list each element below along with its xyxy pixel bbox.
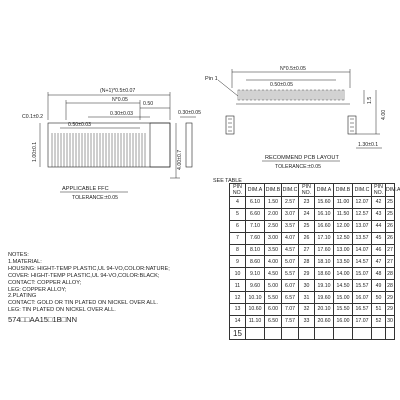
table-cell: 44 bbox=[372, 220, 386, 232]
table-row bbox=[230, 304, 395, 316]
table-cell: 5.50 bbox=[265, 292, 282, 304]
table-cell: 9.60 bbox=[246, 280, 265, 292]
table-cell: 3.00 bbox=[265, 232, 282, 244]
table-cell: 2.57 bbox=[282, 197, 299, 209]
table-cell: 12.57 bbox=[353, 208, 372, 220]
table-row bbox=[230, 220, 395, 232]
table-row bbox=[230, 327, 395, 339]
ffc-dim-left: 1.00±0.1 bbox=[32, 141, 38, 162]
pcb-tolerance: TOLERANCE:±0.05 bbox=[275, 164, 321, 170]
table-cell: 15.07 bbox=[353, 268, 372, 280]
table-header-cell: DIM.C bbox=[353, 184, 372, 197]
dimension-table bbox=[229, 183, 400, 340]
table-cell: 12.07 bbox=[353, 197, 372, 209]
table-cell: 15.60 bbox=[315, 197, 334, 209]
table-cell: 30 bbox=[299, 280, 315, 292]
table-cell: 6.10 bbox=[246, 197, 265, 209]
table-cell bbox=[246, 327, 265, 339]
table-cell: 16.57 bbox=[353, 304, 372, 316]
table-cell bbox=[299, 327, 315, 339]
table-cell: 32 bbox=[299, 304, 315, 316]
table-cell: 47 bbox=[372, 256, 386, 268]
ffc-dim-right: 4.00±0.7 bbox=[177, 149, 183, 170]
ffc-tolerance: TOLERANCE:±0.05 bbox=[72, 195, 118, 201]
table-cell: 26 bbox=[299, 232, 315, 244]
table-cell: 15.57 bbox=[353, 280, 372, 292]
table-cell: 4 bbox=[230, 197, 246, 209]
table-cell: 10.60 bbox=[246, 304, 265, 316]
ffc-dim-pitch-b: 0.50±0.03 bbox=[68, 122, 92, 128]
table-row bbox=[230, 232, 395, 244]
table-cell: 4.07 bbox=[282, 232, 299, 244]
pcb-mount-pad-left bbox=[226, 116, 234, 134]
table-cell: 5.00 bbox=[265, 280, 282, 292]
table-cell: 16.10 bbox=[315, 208, 334, 220]
note-line: LEG: TIN PLATED ON NICKEL OVER ALL. bbox=[8, 307, 116, 314]
table-cell: 16.60 bbox=[315, 220, 334, 232]
table-cell: 2.50 bbox=[265, 220, 282, 232]
table-cell: 20.60 bbox=[315, 315, 334, 327]
table-header-cell: PIN NO. bbox=[372, 184, 386, 197]
table-cell: 6.00 bbox=[265, 304, 282, 316]
ffc-dim-thickness: 0.30±0.05 bbox=[178, 110, 202, 116]
table-cell: 29 bbox=[386, 304, 395, 316]
notes-block bbox=[8, 252, 208, 324]
table-header-cell: DIM.C bbox=[282, 184, 299, 197]
ffc-dim-pitch-a: 0.30±0.03 bbox=[110, 111, 134, 117]
pcb-dim-right1: 1.5 bbox=[367, 96, 373, 104]
table-cell: 50 bbox=[372, 292, 386, 304]
ffc-dim-050: 0.50 bbox=[143, 101, 154, 107]
table-header-cell: DIM.A bbox=[246, 184, 265, 197]
table-cell: 15.50 bbox=[334, 304, 353, 316]
table-cell bbox=[372, 327, 386, 339]
table-cell: 4.50 bbox=[265, 268, 282, 280]
table-cell: 8.60 bbox=[246, 256, 265, 268]
table-cell: 18.60 bbox=[315, 268, 334, 280]
table-cell: 12 bbox=[230, 292, 246, 304]
table-cell: 27 bbox=[299, 244, 315, 256]
table-cell: 25 bbox=[386, 208, 395, 220]
table-cell: 31 bbox=[299, 292, 315, 304]
table-cell: 23 bbox=[299, 197, 315, 209]
note-line: CONTACT: COPPER ALLOY; bbox=[8, 279, 82, 286]
pcb-dim-top2: 0.50±0.05 bbox=[270, 82, 294, 88]
table-cell: 9 bbox=[230, 256, 246, 268]
table-cell: 10 bbox=[230, 268, 246, 280]
table-cell: 52 bbox=[372, 315, 386, 327]
ffc-dim-chamfer: C0.1±0.2 bbox=[22, 114, 44, 120]
table-cell: 13.57 bbox=[353, 232, 372, 244]
table-header-cell: PIN NO. bbox=[299, 184, 315, 197]
table-cell: 7.57 bbox=[282, 315, 299, 327]
table-header-cell: PIN NO. bbox=[230, 184, 246, 197]
table-cell: 13.50 bbox=[334, 256, 353, 268]
note-line: 1.MATERIAL: bbox=[8, 258, 42, 265]
pcb-pads-top bbox=[238, 90, 344, 100]
ffc-view bbox=[40, 92, 196, 192]
table-caption: SEE TABLE bbox=[213, 178, 242, 184]
table-cell: 16.07 bbox=[353, 292, 372, 304]
pcb-dim-bottom: 1.30±0.1 bbox=[358, 142, 379, 148]
table-cell: 1.50 bbox=[265, 197, 282, 209]
table-cell: 26 bbox=[386, 232, 395, 244]
table-row bbox=[230, 268, 395, 280]
table-cell: 20.10 bbox=[315, 304, 334, 316]
table-cell: 33 bbox=[299, 315, 315, 327]
table-cell: 14.50 bbox=[334, 280, 353, 292]
table-cell: 11.10 bbox=[246, 315, 265, 327]
table-cell: 16.00 bbox=[334, 315, 353, 327]
table-cell: 43 bbox=[372, 208, 386, 220]
table-cell: 6 bbox=[230, 220, 246, 232]
ffc-title: APPLICABLE FFC bbox=[62, 186, 109, 192]
table-header-cell: DIM.B bbox=[334, 184, 353, 197]
table-cell: 8 bbox=[230, 244, 246, 256]
table-cell: 6.07 bbox=[282, 280, 299, 292]
table-row bbox=[230, 315, 395, 327]
table-cell: 14.00 bbox=[334, 268, 353, 280]
table-cell: 9.10 bbox=[246, 268, 265, 280]
table-cell: 3.57 bbox=[282, 220, 299, 232]
table-cell: 30 bbox=[386, 315, 395, 327]
table-cell bbox=[282, 327, 299, 339]
table-cell: 29 bbox=[299, 268, 315, 280]
table-cell: 46 bbox=[372, 244, 386, 256]
table-row bbox=[230, 292, 395, 304]
table-cell: 13.00 bbox=[334, 244, 353, 256]
note-line: 2.PLATING bbox=[8, 293, 37, 300]
table-cell: 14.57 bbox=[353, 256, 372, 268]
table-cell: 11 bbox=[230, 280, 246, 292]
table-cell: 18.10 bbox=[315, 256, 334, 268]
part-code: 574□□AA15□1B□NN bbox=[8, 315, 77, 325]
table-cell: 4.00 bbox=[265, 256, 282, 268]
table-header-cell: DIM.B bbox=[265, 184, 282, 197]
table-cell: 45 bbox=[372, 232, 386, 244]
table-cell: 13 bbox=[230, 304, 246, 316]
table-cell: 48 bbox=[372, 268, 386, 280]
note-line: LEG: COPPER ALLOY; bbox=[8, 286, 67, 293]
pcb-title: RECOMMEND PCB LAYOUT bbox=[265, 155, 339, 161]
table-row bbox=[230, 280, 395, 292]
note-line: HOUSING: HIGHT-TEMP PLASTIC,UL 94-VO,COLOR:NATURE; bbox=[8, 265, 170, 272]
table-cell: 19.60 bbox=[315, 292, 334, 304]
notes-heading: NOTES: bbox=[8, 252, 29, 258]
table-cell bbox=[334, 327, 353, 339]
table-cell: 29 bbox=[386, 292, 395, 304]
table-cell: 7.10 bbox=[246, 220, 265, 232]
table-header-cell: DIM.A bbox=[386, 184, 395, 197]
table-cell: 28 bbox=[299, 256, 315, 268]
table-header-cell: DIM.A bbox=[315, 184, 334, 197]
table-cell: 15 bbox=[230, 327, 246, 339]
table-cell: 6.57 bbox=[282, 292, 299, 304]
table-cell: 51 bbox=[372, 304, 386, 316]
table-cell: 25 bbox=[299, 220, 315, 232]
note-line: COVER: HIGHT-TEMP PLASTIC,UL 94-VO,COLOR:BLACK; bbox=[8, 272, 160, 279]
table-cell: 17.10 bbox=[315, 232, 334, 244]
table-cell: 12.00 bbox=[334, 220, 353, 232]
table-cell: 26 bbox=[386, 220, 395, 232]
table-cell: 17.07 bbox=[353, 315, 372, 327]
table-cell bbox=[386, 327, 395, 339]
table-cell: 5.07 bbox=[282, 256, 299, 268]
table-cell: 27 bbox=[386, 244, 395, 256]
table-cell: 2.00 bbox=[265, 208, 282, 220]
table-cell: 14 bbox=[230, 315, 246, 327]
table-cell: 3.07 bbox=[282, 208, 299, 220]
table-cell: 17.60 bbox=[315, 244, 334, 256]
table-cell bbox=[315, 327, 334, 339]
table-cell: 28 bbox=[386, 280, 395, 292]
table-cell: 24 bbox=[299, 208, 315, 220]
table-cell: 15.00 bbox=[334, 292, 353, 304]
table-cell: 12.50 bbox=[334, 232, 353, 244]
table-cell: 28 bbox=[386, 268, 395, 280]
table-cell: 11.00 bbox=[334, 197, 353, 209]
ffc-dim-n: N*0.05 bbox=[112, 97, 128, 103]
table-row bbox=[230, 256, 395, 268]
ffc-dim-top: (N+1)*0.5±0.07 bbox=[100, 88, 136, 94]
table-cell bbox=[353, 327, 372, 339]
table-row bbox=[230, 208, 395, 220]
pcb-mount-pad-right bbox=[348, 116, 356, 134]
table-cell: 8.10 bbox=[246, 244, 265, 256]
table-cell: 14.07 bbox=[353, 244, 372, 256]
table-cell: 10.10 bbox=[246, 292, 265, 304]
pin1-label: Pin 1 bbox=[205, 76, 218, 82]
pcb-dim-top1: N*0.5±0.05 bbox=[280, 66, 306, 72]
table-cell: 49 bbox=[372, 280, 386, 292]
table-header-row bbox=[230, 184, 395, 197]
table-cell: 42 bbox=[372, 197, 386, 209]
table-row bbox=[230, 244, 395, 256]
table-cell: 25 bbox=[386, 197, 395, 209]
table-cell: 27 bbox=[386, 256, 395, 268]
ffc-contacts bbox=[52, 133, 145, 167]
table-cell: 3.50 bbox=[265, 244, 282, 256]
table-cell bbox=[265, 327, 282, 339]
table-cell: 7.60 bbox=[246, 232, 265, 244]
table-cell: 6.60 bbox=[246, 208, 265, 220]
table-cell: 7 bbox=[230, 232, 246, 244]
table-cell: 6.50 bbox=[265, 315, 282, 327]
table-row bbox=[230, 197, 395, 209]
note-line: CONTACT: GOLD OR TIN PLATED ON NICKEL OVER ALL. bbox=[8, 300, 158, 307]
pcb-dim-right2: 4.00 bbox=[381, 109, 387, 120]
table-cell: 13.07 bbox=[353, 220, 372, 232]
table-cell: 5 bbox=[230, 208, 246, 220]
table-cell: 19.10 bbox=[315, 280, 334, 292]
table-cell: 11.50 bbox=[334, 208, 353, 220]
table-cell: 7.07 bbox=[282, 304, 299, 316]
table-cell: 4.57 bbox=[282, 244, 299, 256]
table-cell: 5.57 bbox=[282, 268, 299, 280]
